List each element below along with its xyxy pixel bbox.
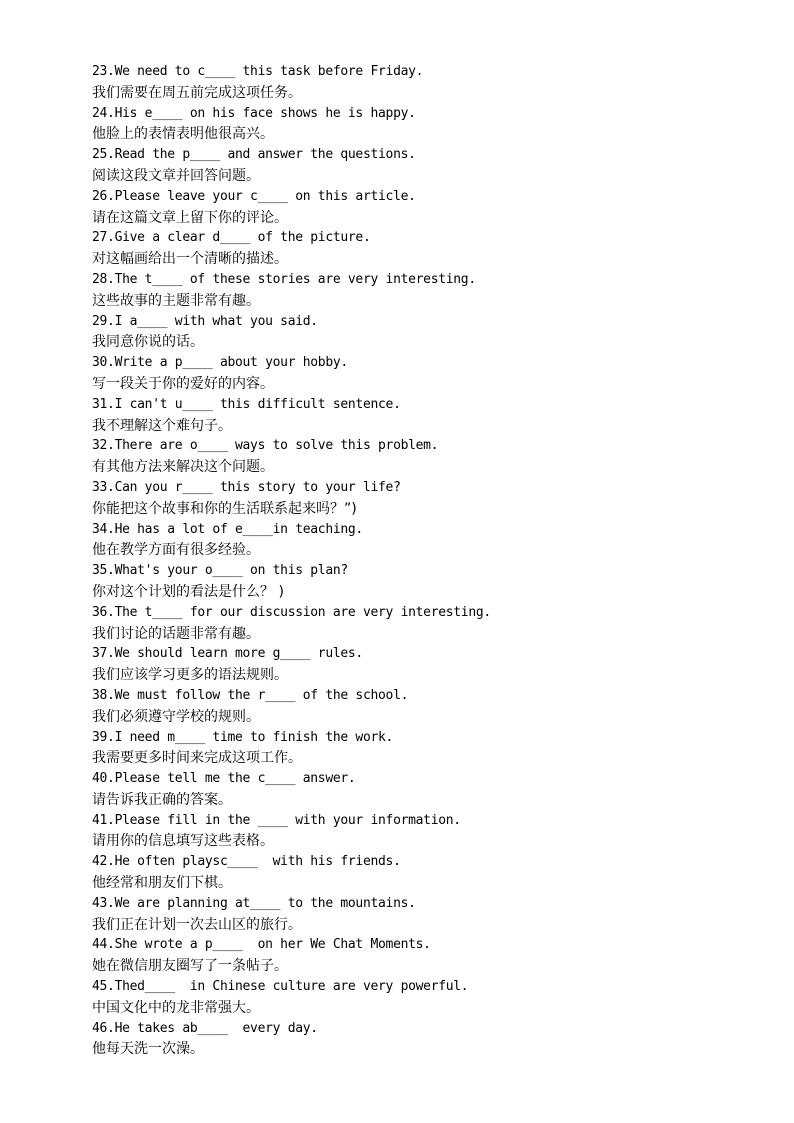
exercise-item <box>92 935 732 977</box>
exercise-item <box>92 228 732 270</box>
english-sentence: 34.He has a lot of e____in teaching. <box>92 521 363 537</box>
chinese-translation: 你对这个计划的看法是什么？ ) <box>92 583 284 600</box>
chinese-translation: 我们讨论的话题非常有趣。 <box>92 625 260 642</box>
exercise-item <box>92 145 732 187</box>
chinese-translation: 这些故事的主题非常有趣。 <box>92 292 260 309</box>
english-sentence: 39.I need m____ time to finish the work. <box>92 729 394 745</box>
english-sentence: 29.I a____ with what you said. <box>92 313 318 329</box>
english-sentence: 33.Can you r____ this story to your life? <box>92 479 401 495</box>
chinese-translation: 我们需要在周五前完成这项任务。 <box>92 84 302 101</box>
english-sentence: 26.Please leave your c____ on this article. <box>92 188 416 204</box>
chinese-translation: 请在这篇文章上留下你的评论。 <box>92 209 288 226</box>
exercise-item <box>92 270 732 312</box>
exercise-item <box>92 644 732 686</box>
exercise-item <box>92 353 732 395</box>
chinese-translation: 中国文化中的龙非常强大。 <box>92 999 260 1016</box>
exercise-item <box>92 977 732 1019</box>
exercise-item <box>92 520 732 562</box>
exercise-item <box>92 811 732 853</box>
exercise-item <box>92 561 732 603</box>
exercise-item <box>92 603 732 645</box>
english-sentence: 27.Give a clear d____ of the picture. <box>92 230 371 246</box>
exercise-item <box>92 104 732 146</box>
chinese-translation: 请用你的信息填写这些表格。 <box>92 833 274 850</box>
exercise-item <box>92 686 732 728</box>
english-sentence: 44.She wrote a p____ on her We Chat Moments. <box>92 937 431 953</box>
chinese-translation: 我同意你说的话。 <box>92 334 204 351</box>
english-sentence: 28.The t____ of these stories are very interesting. <box>92 271 476 287</box>
chinese-translation: 他每天洗一次澡。 <box>92 1041 204 1058</box>
chinese-translation: 他脸上的表情表明他很高兴。 <box>92 126 274 143</box>
english-sentence: 35.What's your o____ on this plan? <box>92 563 348 579</box>
english-sentence: 43.We are planning at____ to the mountains. <box>92 895 416 911</box>
chinese-translation: 你能把这个故事和你的生活联系起来吗？”) <box>92 500 357 517</box>
chinese-translation: 请告诉我正确的答案。 <box>92 791 232 808</box>
chinese-translation: 对这幅画给出一个清晰的描述。 <box>92 251 288 268</box>
english-sentence: 38.We must follow the r____ of the school. <box>92 687 409 703</box>
chinese-translation: 我需要更多时间来完成这项工作。 <box>92 750 302 767</box>
exercise-item <box>92 769 732 811</box>
exercise-item <box>92 395 732 437</box>
chinese-translation: 我们必须遵守学校的规则。 <box>92 708 260 725</box>
english-sentence: 45.Thed____ in Chinese culture are very powerful. <box>92 979 469 995</box>
exercise-item <box>92 1019 732 1061</box>
exercise-item <box>92 62 732 104</box>
chinese-translation: 我们正在计划一次去山区的旅行。 <box>92 916 302 933</box>
english-sentence: 32.There are o____ ways to solve this problem. <box>92 438 439 454</box>
chinese-translation: 写一段关于你的爱好的内容。 <box>92 375 274 392</box>
chinese-translation: 她在微信朋友圈写了一条帖子。 <box>92 958 288 975</box>
chinese-translation: 阅读这段文章并回答问题。 <box>92 167 260 184</box>
exercise-item <box>92 728 732 770</box>
english-sentence: 37.We should learn more g____ rules. <box>92 646 363 662</box>
chinese-translation: 他经常和朋友们下棋。 <box>92 875 232 892</box>
chinese-translation: 有其他方法来解决这个问题。 <box>92 459 274 476</box>
exercise-list <box>92 62 732 1060</box>
english-sentence: 25.Read the p____ and answer the questions. <box>92 147 416 163</box>
exercise-item <box>92 187 732 229</box>
exercise-item <box>92 478 732 520</box>
chinese-translation: 我们应该学习更多的语法规则。 <box>92 667 288 684</box>
english-sentence: 36.The t____ for our discussion are very interesting. <box>92 604 491 620</box>
english-sentence: 23.We need to c____ this task before Friday. <box>92 64 424 79</box>
english-sentence: 46.He takes ab____ every day. <box>92 1020 318 1036</box>
chinese-translation: 我不理解这个难句子。 <box>92 417 232 434</box>
english-sentence: 24.His e____ on his face shows he is happy. <box>92 105 416 121</box>
exercise-item <box>92 894 732 936</box>
exercise-item <box>92 312 732 354</box>
english-sentence: 40.Please tell me the c____ answer. <box>92 771 356 787</box>
english-sentence: 41.Please fill in the ____ with your information. <box>92 812 461 828</box>
exercise-item <box>92 852 732 894</box>
english-sentence: 42.He often playsc____ with his friends. <box>92 854 401 870</box>
english-sentence: 30.Write a p____ about your hobby. <box>92 355 348 371</box>
chinese-translation: 他在教学方面有很多经验。 <box>92 542 260 559</box>
english-sentence: 31.I can't u____ this difficult sentence. <box>92 396 401 412</box>
exercise-item <box>92 436 732 478</box>
